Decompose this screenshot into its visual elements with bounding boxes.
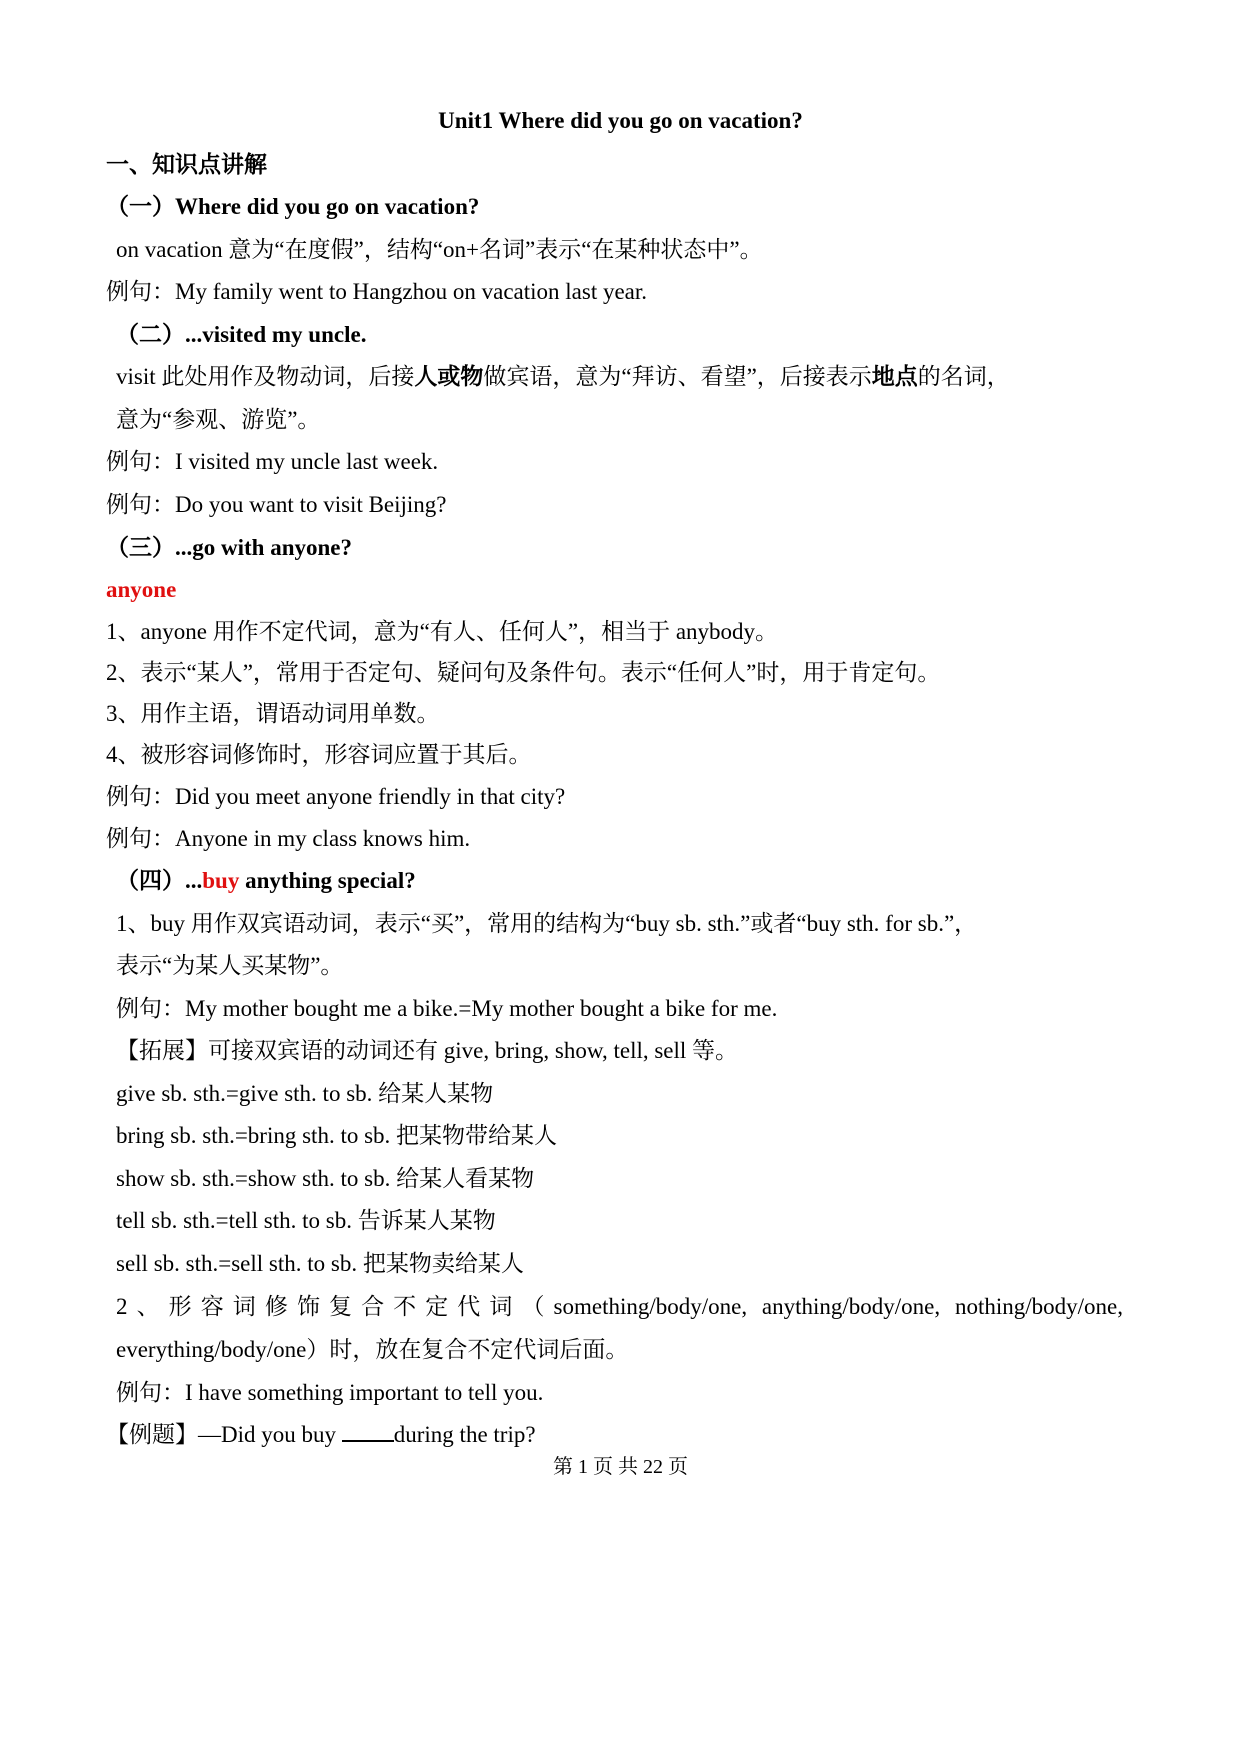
pair-item: bring sb. sth.=bring sth. to sb. 把某物带给某人 [116,1123,558,1148]
point2-example2 [106,490,1241,520]
point2-explanation [116,362,1241,392]
example-text: My family went to Hangzhou on vacation last year. [175,279,648,304]
example-text: Anyone in my class knows him. [175,826,471,851]
point3-keyword: anyone [106,577,177,602]
point1-example [106,277,1241,307]
point3-item-3: 3、用作主语，谓语动词用单数。 [106,701,440,726]
point3-item-4: 4、被形容词修饰时，形容词应置于其后。 [106,742,532,767]
example-label: 例句： [116,996,185,1021]
example-label: 例句： [106,449,175,474]
heading-segment: （四）... [116,868,203,893]
example-label: 例句： [106,492,175,517]
point4-example1 [116,994,1241,1024]
point4-extension: 【拓展】可接双宾语的动词还有 give, bring, show, tell, sell 等。 [116,1038,739,1063]
text-segment: 的名词， [917,364,1010,389]
heading-segment: anything special? [239,868,416,893]
text-segment: 做宾语，意为“拜访、看望”，后接表示 [483,364,872,389]
point3-heading: （三）...go with anyone? [106,535,352,560]
example-text: Did you meet anyone friendly in that city? [175,784,566,809]
page-number-footer: 第 1 页 共 22 页 [553,1456,688,1478]
example-label: 例句： [106,279,175,304]
example-label: 例句： [106,784,175,809]
exercise-question [106,1420,1241,1450]
pair-item: give sb. sth.=give sth. to sb. 给某人某物 [116,1081,494,1106]
point3-item-2: 2、表示“某人”，常用于否定句、疑问句及条件句。表示“任何人”时，用于肯定句。 [106,660,941,685]
heading-keyword: buy [202,868,240,893]
point3-example1 [106,782,1241,812]
page-title: Unit1 Where did you go on vacation? [438,108,803,133]
pair-item: show sb. sth.=show sth. to sb. 给某人看某物 [116,1166,535,1191]
point4-item-2: 2、形容词修饰复合不定代词（something/body/one, anything/body/one, nothing/body/one, [116,1294,1123,1319]
example-label: 例句： [106,826,175,851]
point2-explanation-cont: 意为“参观、游览”。 [116,407,321,432]
point4-item-1: 1、buy 用作双宾语动词，表示“买”，常用的结构为“buy sb. sth.”或者“buy sth. for sb.”， [116,911,978,936]
point3-example2 [106,824,1241,854]
point4-item-2-cont: everything/body/one）时，放在复合不定代词后面。 [116,1337,629,1362]
text-segment: visit 此处用作及物动词，后接 [116,364,415,389]
exercise-text: 【例题】—Did you buy [106,1422,342,1447]
answer-blank[interactable] [342,1420,394,1442]
point2-example1 [106,447,1241,477]
point4-heading [116,866,1241,896]
example-text: My mother bought me a bike.=My mother bought a bike for me. [185,996,778,1021]
example-text: I have something important to tell you. [185,1380,544,1405]
point1-heading: （一）Where did you go on vacation? [106,194,480,219]
point3-item-1: 1、anyone 用作不定代词，意为“有人、任何人”，相当于 anybody。 [106,619,779,644]
bold-segment: 地点 [871,364,918,389]
example-label: 例句： [116,1380,185,1405]
example-text: Do you want to visit Beijing? [175,492,447,517]
point1-explanation: on vacation 意为“在度假”，结构“on+名词”表示“在某种状态中”。 [116,237,763,262]
pair-item: tell sb. sth.=tell sth. to sb. 告诉某人某物 [116,1208,496,1233]
section-heading: 一、知识点讲解 [106,152,267,177]
point4-example2 [116,1378,1241,1408]
point4-item-1-cont: 表示“为某人买某物”。 [116,953,344,978]
exercise-text: during the trip? [393,1422,536,1447]
bold-segment: 人或物 [414,364,484,389]
point2-heading: （二）...visited my uncle. [116,322,367,347]
example-text: I visited my uncle last week. [175,449,439,474]
pair-item: sell sb. sth.=sell sth. to sb. 把某物卖给某人 [116,1251,524,1276]
